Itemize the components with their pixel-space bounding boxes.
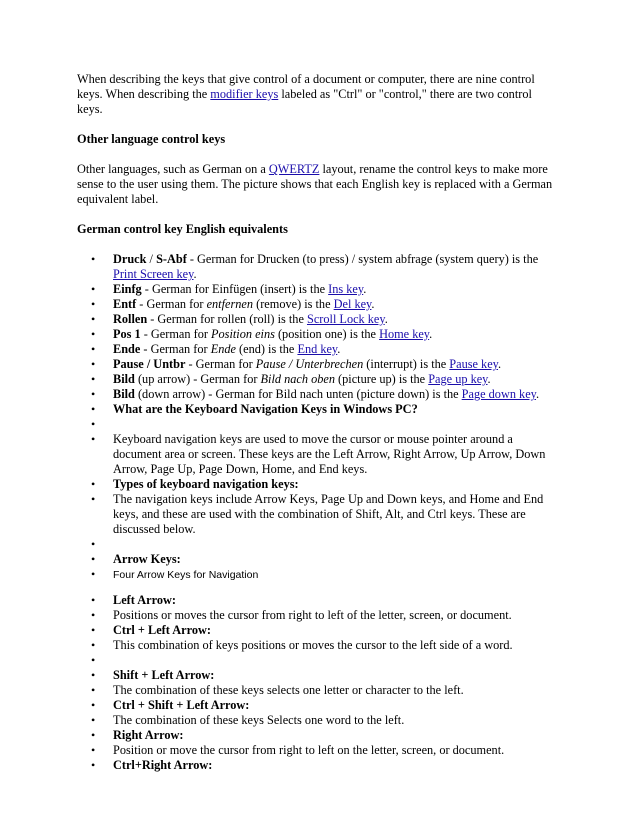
link-qwertz[interactable]: QWERTZ: [268, 162, 320, 176]
bullet-icon: •: [91, 357, 96, 371]
item-text: .: [487, 372, 491, 386]
bullet-icon: •: [91, 623, 96, 637]
key-name: Einfg: [113, 282, 142, 296]
bullet-icon: •: [91, 312, 96, 326]
item-heading: Ctrl+Right Arrow:: [113, 758, 213, 772]
item-text: - German for: [140, 327, 212, 341]
item-text: (end) is the: [235, 342, 298, 356]
item-emphasis: Bild nach oben: [260, 372, 335, 386]
list-item: [77, 593, 555, 608]
list-item-empty: [77, 653, 555, 668]
item-text: - German for rollen (roll) is the: [147, 312, 307, 326]
list-item: [77, 432, 555, 477]
key-name: Rollen: [113, 312, 148, 326]
item-heading: Ctrl + Left Arrow:: [113, 623, 211, 637]
bullet-icon: •: [91, 297, 96, 311]
link-del-key[interactable]: Del key: [333, 297, 372, 311]
list-item: [77, 608, 555, 623]
bullet-icon: •: [91, 668, 96, 682]
list-item: [77, 357, 555, 372]
item-heading: Right Arrow:: [113, 728, 184, 742]
key-name: Druck: [113, 252, 147, 266]
item-emphasis: Ende: [210, 342, 236, 356]
key-name: S-Abf: [156, 252, 187, 266]
heading-other-language: Other language control keys: [77, 132, 226, 146]
item-text: (interrupt) is the: [363, 357, 450, 371]
item-text: .: [429, 327, 433, 341]
item-text: - German for Drucken (to press) / system abfrage (system query) is the: [186, 252, 539, 266]
bullet-icon: •: [91, 387, 96, 401]
item-text: (picture up) is the: [334, 372, 429, 386]
list-item: [77, 252, 555, 282]
item-text: Positions or moves the cursor from right to left of the letter, screen, or document.: [113, 608, 512, 622]
item-heading: Types of keyboard navigation keys:: [113, 477, 299, 491]
link-pause-key[interactable]: Pause key: [449, 357, 499, 371]
item-text: .: [498, 357, 502, 371]
list-item: [77, 623, 555, 638]
bullet-icon: •: [91, 728, 96, 742]
bullet-icon: •: [91, 432, 96, 446]
item-text: (up arrow) - German for: [134, 372, 261, 386]
other-language-paragraph: [77, 162, 555, 207]
item-text: Keyboard navigation keys are used to move the cursor or mouse pointer around a document area or screen. These keys are the Left Arrow, Right Arrow, Up Arrow, Down Arrow, Page Up, Page Down, Home, and End keys.: [113, 432, 546, 476]
list-item: [77, 683, 555, 698]
item-heading: What are the Keyboard Navigation Keys in Windows PC?: [113, 402, 418, 416]
key-name: Entf: [113, 297, 137, 311]
list-item-empty: [77, 537, 555, 552]
item-text: .: [536, 387, 540, 401]
list-item: [77, 282, 555, 297]
item-text: This combination of keys positions or moves the cursor to the left side of a word.: [113, 638, 513, 652]
item-text: Position or move the cursor from right to left on the letter, screen, or document.: [113, 743, 505, 757]
bullet-icon: •: [91, 252, 96, 266]
key-name: Bild: [113, 372, 135, 386]
item-text: The combination of these keys selects one letter or character to the left.: [113, 683, 464, 697]
item-text: .: [363, 282, 367, 296]
link-print-screen-key[interactable]: Print Screen key: [113, 267, 194, 281]
list-item: [77, 758, 555, 773]
bullet-icon: •: [91, 758, 96, 772]
key-name: Ende: [113, 342, 141, 356]
item-text: - German for: [140, 342, 211, 356]
list-item: [77, 638, 555, 653]
list-item: [77, 387, 555, 402]
bullet-icon: •: [91, 477, 96, 491]
item-text: .: [193, 267, 197, 281]
bullet-icon: •: [91, 327, 96, 341]
item-text: - German for Einfügen (insert) is the: [141, 282, 329, 296]
link-page-down-key[interactable]: Page down key: [461, 387, 537, 401]
item-text: (remove) is the: [253, 297, 334, 311]
item-text: .: [384, 312, 388, 326]
item-text: (position one) is the: [274, 327, 380, 341]
list-item: [77, 743, 555, 758]
bullet-list: [77, 252, 555, 773]
item-text: The combination of these keys Selects one word to the left.: [113, 713, 405, 727]
bullet-icon: •: [91, 537, 96, 551]
bullet-icon: •: [91, 683, 96, 697]
intro-text-1: When describing the keys that give control of a document or computer, there are nine control keys. When describing the: [77, 72, 535, 101]
item-text: - German for: [185, 357, 256, 371]
link-modifier-keys[interactable]: modifier keys: [210, 87, 279, 101]
other-text-1: Other languages, such as German on a: [77, 162, 269, 176]
key-name: Pos 1: [113, 327, 141, 341]
bullet-icon: •: [91, 282, 96, 296]
bullet-icon: •: [91, 417, 96, 431]
heading-german-equivalents: German control key English equivalents: [77, 222, 288, 236]
bullet-icon: •: [91, 552, 96, 566]
intro-paragraph: [77, 72, 555, 117]
bullet-icon: •: [91, 638, 96, 652]
link-end-key[interactable]: End key: [297, 342, 338, 356]
other-text-2: layout, rename the control keys to make more sense to the user using them. The picture shows that each English key is replaced with a German equivalent label.: [77, 162, 553, 206]
list-item: [77, 327, 555, 342]
list-item: [77, 713, 555, 728]
link-scroll-lock-key[interactable]: Scroll Lock key: [306, 312, 385, 326]
link-ins-key[interactable]: Ins key: [328, 282, 364, 296]
bullet-icon: •: [91, 698, 96, 712]
item-heading: Left Arrow:: [113, 593, 176, 607]
item-text: /: [146, 252, 157, 266]
item-text: - German for: [136, 297, 207, 311]
item-emphasis: entfernen: [206, 297, 254, 311]
list-item: [77, 342, 555, 357]
image-caption: Four Arrow Keys for Navigation: [113, 569, 259, 581]
list-item: [77, 698, 555, 713]
list-item: [77, 567, 555, 583]
bullet-icon: •: [91, 593, 96, 607]
document-content: [77, 72, 555, 773]
bullet-icon: •: [91, 608, 96, 622]
bullet-icon: •: [91, 743, 96, 757]
bullet-icon: •: [91, 372, 96, 386]
link-page-up-key[interactable]: Page up key: [428, 372, 488, 386]
list-item: [77, 402, 555, 417]
item-emphasis: Position eins: [211, 327, 275, 341]
list-item: [77, 477, 555, 492]
list-item: [77, 728, 555, 743]
list-item: [77, 552, 555, 567]
bullet-icon: •: [91, 492, 96, 506]
bullet-icon: •: [91, 402, 96, 416]
list-item: [77, 668, 555, 683]
list-item: [77, 297, 555, 312]
bullet-icon: •: [91, 653, 96, 667]
list-item: [77, 492, 555, 537]
key-name: Bild: [113, 387, 135, 401]
item-text: (down arrow) - German for Bild nach unten (picture down) is the: [134, 387, 462, 401]
item-emphasis: Pause / Unterbrechen: [255, 357, 364, 371]
bullet-icon: •: [91, 342, 96, 356]
item-heading: Ctrl + Shift + Left Arrow:: [113, 698, 250, 712]
item-text: The navigation keys include Arrow Keys, Page Up and Down keys, and Home and End keys, and these are used with the combination of Shift, Alt, and Ctrl keys. These are discussed below.: [113, 492, 544, 536]
link-home-key[interactable]: Home key: [379, 327, 430, 341]
item-heading: Shift + Left Arrow:: [113, 668, 215, 682]
intro-text-2: labeled as "Ctrl" or "control," there are two control keys.: [77, 87, 532, 116]
list-item-empty: [77, 417, 555, 432]
bullet-icon: •: [91, 713, 96, 727]
key-name: Pause / Untbr: [113, 357, 186, 371]
item-text: .: [371, 297, 375, 311]
item-text: .: [337, 342, 341, 356]
list-item: [77, 372, 555, 387]
list-item: [77, 312, 555, 327]
item-heading: Arrow Keys:: [113, 552, 181, 566]
bullet-icon: •: [91, 567, 96, 581]
